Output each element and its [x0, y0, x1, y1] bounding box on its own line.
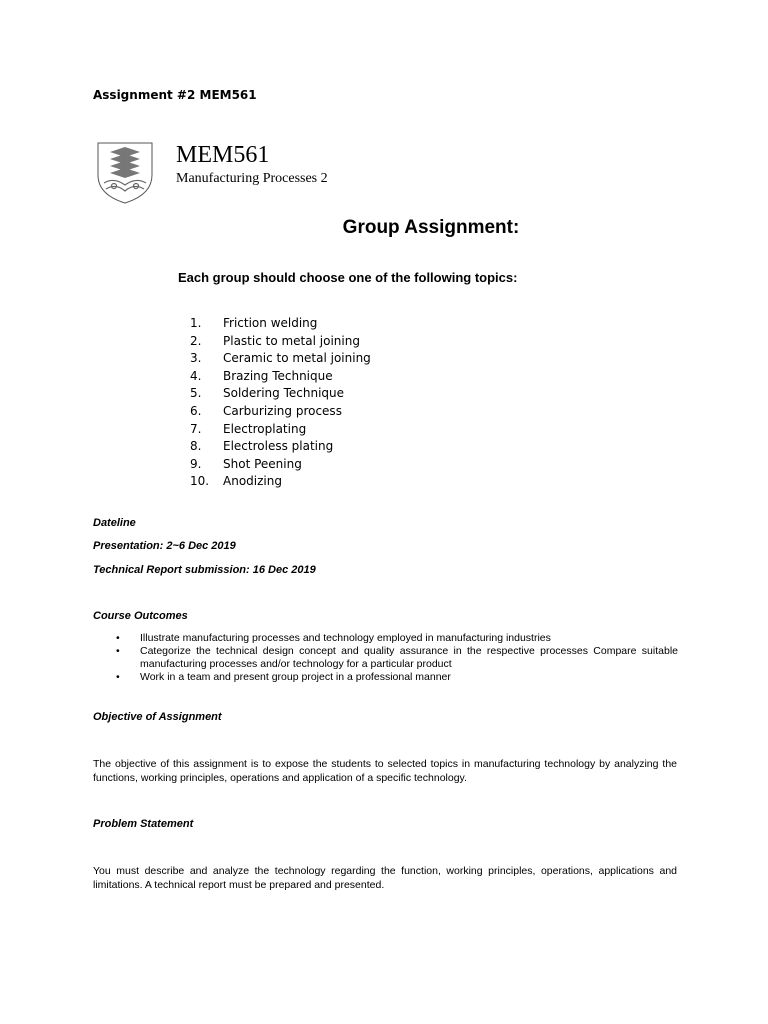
topic-list [190, 315, 371, 491]
topic-label: Electroless plating [223, 439, 334, 454]
list-number: 10. [190, 474, 210, 489]
page-title: Group Assignment: [342, 217, 520, 238]
list-item [190, 456, 371, 474]
list-item [116, 645, 678, 671]
course-outcomes-list [116, 632, 678, 684]
topic-label: Anodizing [223, 474, 282, 489]
course-code: MEM561 [176, 142, 270, 168]
objective-paragraph: The objective of this assignment is to expose the students to selected topics in manufacturing technology by analyzing the functions, working principles, operations and application of a specific technology. [93, 758, 677, 784]
list-item [190, 385, 371, 403]
list-number: 5. [190, 386, 202, 401]
problem-statement-heading: Problem Statement [93, 818, 194, 830]
list-item [190, 473, 371, 491]
list-number: 6. [190, 403, 202, 418]
topic-label: Electroplating [223, 421, 307, 436]
topic-label: Shot Peening [223, 456, 302, 471]
list-item [190, 350, 371, 368]
list-number: 7. [190, 421, 202, 436]
list-item [190, 438, 371, 456]
topic-label: Soldering Technique [223, 386, 345, 401]
course-outcomes-heading: Course Outcomes [93, 610, 188, 622]
dateline-heading: Dateline [93, 517, 136, 529]
bullet: • [116, 632, 120, 644]
topic-label: Ceramic to metal joining [223, 351, 371, 366]
list-item [190, 403, 371, 421]
list-number: 3. [190, 351, 202, 366]
list-item [116, 632, 678, 645]
topic-instruction: Each group should choose one of the following topics: [178, 270, 518, 285]
presentation-date: Presentation: 2~6 Dec 2019 [93, 540, 236, 552]
university-crest-logo [94, 139, 156, 205]
outcome-text: Work in a team and present group project in a professional manner [140, 671, 451, 683]
list-number: 9. [190, 456, 202, 471]
course-name: Manufacturing Processes 2 [176, 171, 328, 186]
list-item [190, 333, 371, 351]
list-item [116, 671, 678, 684]
list-item [190, 421, 371, 439]
outcome-text: Illustrate manufacturing processes and technology employed in manufacturing industries [140, 632, 551, 644]
topic-label: Brazing Technique [223, 368, 333, 383]
topic-label: Friction welding [223, 316, 318, 330]
topic-label: Plastic to metal joining [223, 333, 360, 348]
bullet: • [116, 645, 120, 657]
list-item [190, 368, 371, 386]
bullet: • [116, 671, 120, 683]
report-submission-date: Technical Report submission: 16 Dec 2019 [93, 564, 316, 576]
assignment-header: Assignment #2 MEM561 [93, 88, 257, 102]
list-number: 2. [190, 333, 202, 348]
problem-statement-paragraph: You must describe and analyze the technology regarding the function, working principles, operations, applications and limitations. A technical report must be prepared and presented. [93, 865, 677, 891]
list-number: 4. [190, 368, 202, 383]
outcome-text: Categorize the technical design concept and quality assurance in the respective processes Compare suitable manufacturing processes and/or technology for a particular product [140, 645, 678, 670]
list-item [190, 315, 371, 333]
list-number: 1. [190, 316, 202, 330]
objective-heading: Objective of Assignment [93, 711, 222, 723]
topic-label: Carburizing process [223, 403, 342, 418]
list-number: 8. [190, 439, 202, 454]
